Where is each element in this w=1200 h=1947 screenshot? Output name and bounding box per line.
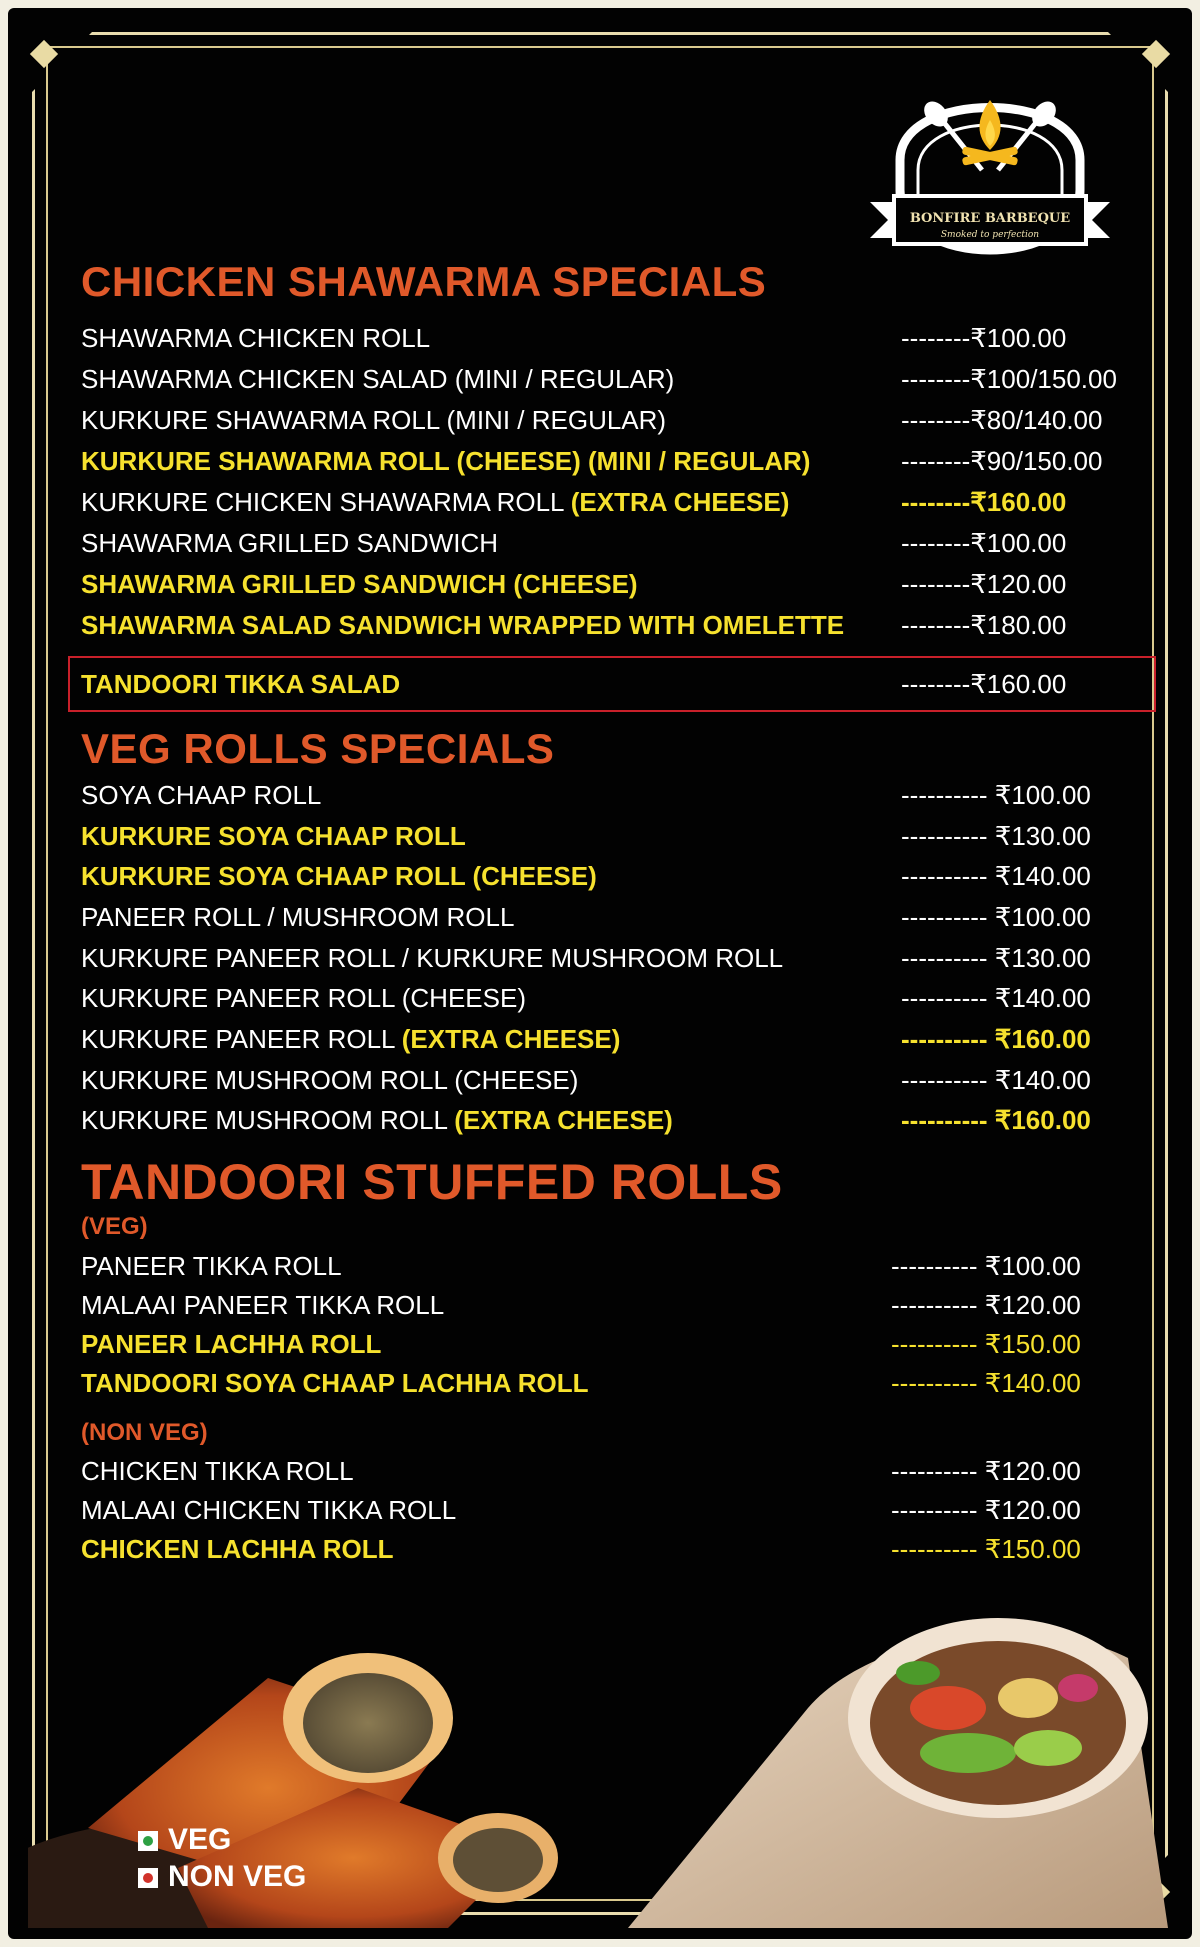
bonfire-logo-icon — [870, 70, 1110, 306]
item-price: --------₹80/140.00 — [901, 405, 1103, 435]
legend-nonveg-label: NON VEG — [168, 1860, 307, 1893]
item-price: --------₹160.00 — [901, 487, 1067, 517]
item-name-main: KURKURE MUSHROOM ROLL — [81, 1105, 447, 1135]
item-name: SOYA CHAAP ROLL — [81, 780, 322, 810]
item-price: --------₹160.00 — [901, 669, 1067, 699]
section-title-tandoori-stuffed: TANDOORI STUFFED ROLLS — [81, 1154, 783, 1210]
item-name: KURKURE PANEER ROLL (CHEESE) — [81, 983, 526, 1013]
item-name: SHAWARMA CHICKEN SALAD (MINI / REGULAR) — [81, 364, 675, 394]
item-name — [81, 484, 789, 520]
item-name: TANDOORI TIKKA SALAD — [81, 669, 401, 699]
item-name: PANEER LACHHA ROLL — [81, 1329, 382, 1359]
menu-item — [81, 1326, 1171, 1362]
item-name-extra: (EXTRA CHEESE) — [454, 1105, 673, 1135]
item-price: --------₹180.00 — [901, 610, 1067, 640]
item-price: ---------- ₹130.00 — [901, 943, 1091, 973]
item-price: ---------- ₹140.00 — [891, 1368, 1081, 1398]
item-price: ---------- ₹140.00 — [901, 983, 1091, 1013]
menu-item — [81, 402, 1171, 438]
menu-item — [81, 566, 1171, 602]
legend-veg-label: VEG — [168, 1823, 232, 1856]
item-price: --------₹100.00 — [901, 323, 1067, 353]
item-price: ---------- ₹160.00 — [901, 1024, 1091, 1054]
item-price: --------₹120.00 — [901, 569, 1067, 599]
item-name-main: KURKURE PANEER ROLL — [81, 1024, 395, 1054]
nonveg-symbol-icon — [138, 1868, 158, 1888]
item-name: CHICKEN TIKKA ROLL — [81, 1456, 354, 1486]
menu-item — [81, 858, 1171, 894]
item-price: ---------- ₹120.00 — [891, 1495, 1081, 1525]
item-name: KURKURE SHAWARMA ROLL (CHEESE) (MINI / REGULAR) — [81, 446, 811, 476]
item-price: ---------- ₹160.00 — [901, 1105, 1091, 1135]
item-name: SHAWARMA SALAD SANDWICH WRAPPED WITH OMELETTE — [81, 610, 845, 640]
veg-symbol-icon — [138, 1831, 158, 1851]
item-name: SHAWARMA CHICKEN ROLL — [81, 323, 431, 353]
section-title-chicken-shawarma: CHICKEN SHAWARMA SPECIALS — [81, 258, 767, 305]
menu-item — [81, 1365, 1171, 1401]
item-name: KURKURE SOYA CHAAP ROLL (CHEESE) — [81, 861, 597, 891]
menu-item — [81, 525, 1171, 561]
menu-item — [81, 361, 1171, 397]
menu-item-featured — [81, 666, 1171, 702]
section-title-veg-rolls: VEG ROLLS SPECIALS — [81, 725, 555, 772]
item-price: --------₹100.00 — [901, 528, 1067, 558]
item-name: PANEER TIKKA ROLL — [81, 1251, 342, 1281]
menu-item — [81, 777, 1171, 813]
item-price: ---------- ₹100.00 — [891, 1251, 1081, 1281]
menu-item — [81, 484, 1171, 520]
kurkure-roll-image — [28, 1568, 628, 1928]
menu-item — [81, 1492, 1171, 1528]
item-price: ---------- ₹140.00 — [901, 861, 1091, 891]
item-name — [81, 1102, 673, 1138]
menu-item — [81, 1062, 1171, 1098]
menu-page — [8, 8, 1192, 1939]
menu-item — [81, 940, 1171, 976]
item-name: TANDOORI SOYA CHAAP LACHHA ROLL — [81, 1368, 589, 1398]
item-name: PANEER ROLL / MUSHROOM ROLL — [81, 902, 515, 932]
item-price: ---------- ₹100.00 — [901, 902, 1091, 932]
nonveg-subheading: (NON VEG) — [81, 1419, 208, 1446]
menu-item — [81, 607, 1171, 643]
menu-item — [81, 818, 1171, 854]
legend-veg — [138, 1823, 231, 1857]
menu-item — [81, 443, 1171, 479]
item-name-main: KURKURE CHICKEN SHAWARMA ROLL — [81, 487, 564, 517]
menu-item — [81, 1102, 1171, 1138]
menu-item — [81, 1287, 1171, 1323]
item-name: CHICKEN LACHHA ROLL — [81, 1534, 394, 1564]
logo-brand-name: BONFIRE BARBEQUE — [909, 211, 1071, 226]
item-price: ---------- ₹130.00 — [901, 821, 1091, 851]
menu-item — [81, 320, 1171, 356]
menu-item — [81, 1021, 1171, 1057]
menu-item — [81, 1248, 1171, 1284]
veg-subheading: (VEG) — [81, 1213, 148, 1240]
item-name: SHAWARMA GRILLED SANDWICH (CHEESE) — [81, 569, 638, 599]
legend-nonveg — [138, 1860, 306, 1894]
item-name: KURKURE MUSHROOM ROLL (CHEESE) — [81, 1065, 579, 1095]
item-price: ---------- ₹120.00 — [891, 1456, 1081, 1486]
item-name: KURKURE SHAWARMA ROLL (MINI / REGULAR) — [81, 405, 667, 435]
menu-item — [81, 1453, 1171, 1489]
logo-tagline: Smoked to perfection — [940, 230, 1040, 240]
shawarma-wrap-image — [608, 1568, 1178, 1928]
item-price: ---------- ₹150.00 — [891, 1329, 1081, 1359]
item-name — [81, 1021, 620, 1057]
item-name-extra: (EXTRA CHEESE) — [401, 1024, 621, 1054]
item-price: ---------- ₹120.00 — [891, 1290, 1081, 1320]
item-name: SHAWARMA GRILLED SANDWICH — [81, 528, 499, 558]
menu-item — [81, 899, 1171, 935]
item-price: ---------- ₹140.00 — [901, 1065, 1091, 1095]
item-price: --------₹100/150.00 — [901, 364, 1117, 394]
item-price: ---------- ₹150.00 — [891, 1534, 1081, 1564]
item-name: MALAAI PANEER TIKKA ROLL — [81, 1290, 445, 1320]
menu-item — [81, 1531, 1171, 1567]
item-name-extra: (EXTRA CHEESE) — [570, 487, 790, 517]
item-name: KURKURE PANEER ROLL / KURKURE MUSHROOM ROLL — [81, 943, 784, 973]
item-price: --------₹90/150.00 — [901, 446, 1103, 476]
item-price: ---------- ₹100.00 — [901, 780, 1091, 810]
item-name: KURKURE SOYA CHAAP ROLL — [81, 821, 466, 851]
item-name: MALAAI CHICKEN TIKKA ROLL — [81, 1495, 457, 1525]
menu-item — [81, 980, 1171, 1016]
